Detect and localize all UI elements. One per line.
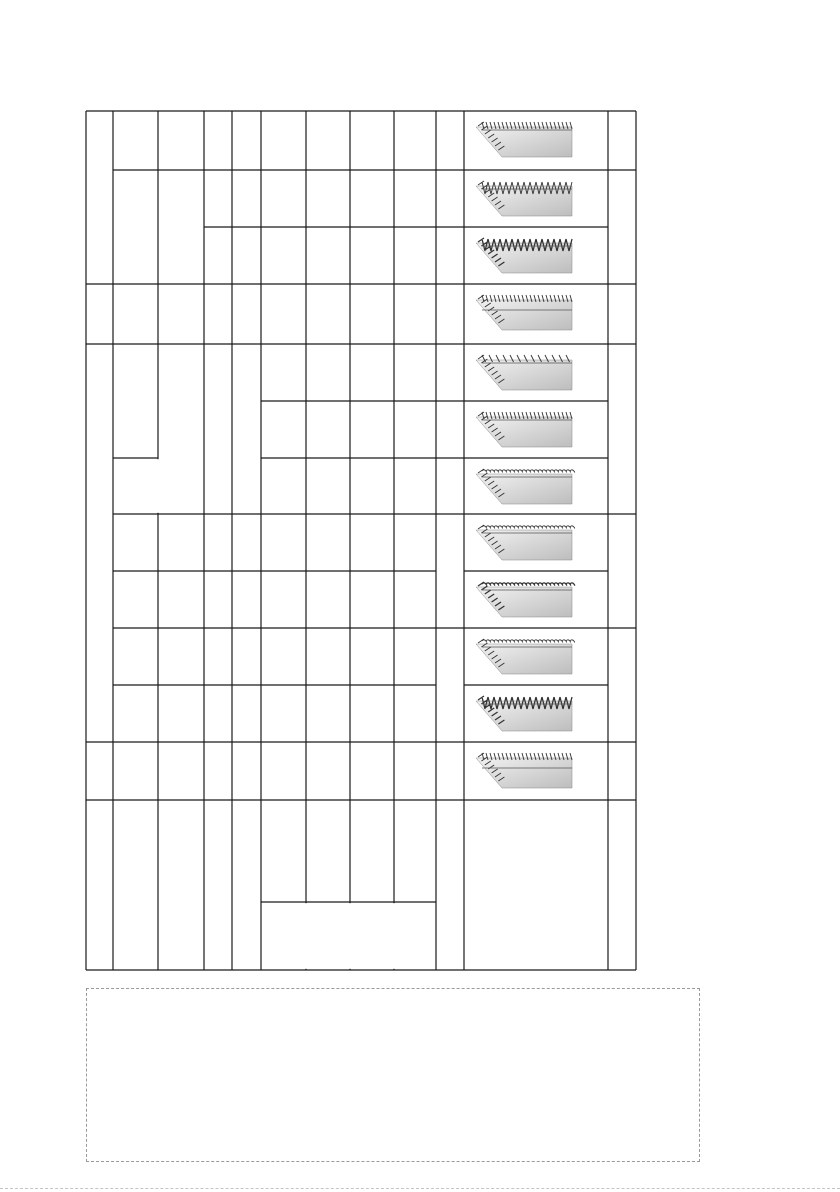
stitch-sample-overlock-wide-icon xyxy=(476,181,572,216)
merged-cell-gap xyxy=(305,903,308,969)
notes-box xyxy=(86,988,700,1162)
stitch-sample-rolled-hem-icon xyxy=(476,355,572,390)
stitch-sample-images xyxy=(476,122,575,788)
stitch-sample-safety-stitch-icon xyxy=(476,295,572,330)
stitch-sample-overlock-wide-alt-icon xyxy=(476,238,572,273)
stitch-sample-narrow-hem-icon xyxy=(476,412,572,447)
stitch-sample-mock-safety-icon xyxy=(476,696,572,731)
page-bottom-rule xyxy=(0,1188,840,1189)
merged-cell-gap xyxy=(349,903,352,969)
merged-cell-gap xyxy=(157,459,160,513)
stitch-sample-wrapped-edge-icon xyxy=(476,525,575,560)
stitch-sample-decorative-edge-icon xyxy=(476,582,575,617)
stitch-sample-blanket-stitch-icon xyxy=(476,639,575,674)
stitch-sample-flatlock-icon xyxy=(476,469,575,504)
merged-cell-gap xyxy=(393,903,396,969)
stitch-sample-overlock-narrow-icon xyxy=(476,122,572,157)
stitch-sample-cover-stitch-icon xyxy=(476,753,572,788)
